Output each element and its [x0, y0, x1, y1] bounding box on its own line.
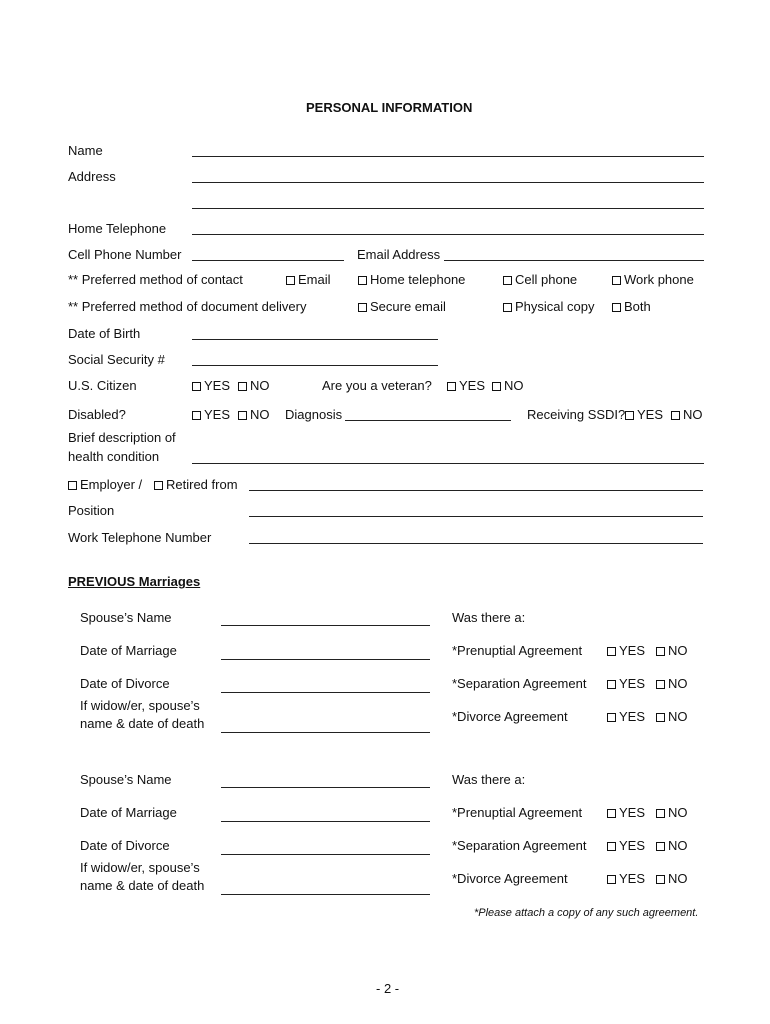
- widow-label-line-1: If widow/er, spouse’s: [80, 698, 200, 713]
- widow-field[interactable]: [221, 894, 430, 895]
- option-label: YES: [619, 838, 646, 853]
- health-field[interactable]: [192, 463, 704, 464]
- checkbox[interactable]: [607, 680, 616, 689]
- checkbox[interactable]: [656, 713, 665, 722]
- option-label: YES: [619, 676, 646, 691]
- checkbox[interactable]: [656, 809, 665, 818]
- was-there-label: Was there a:: [452, 610, 526, 625]
- cell-phone-field[interactable]: [192, 260, 344, 261]
- option-label: Both: [624, 299, 651, 314]
- diagnosis-field[interactable]: [345, 420, 511, 421]
- option-label: NO: [668, 643, 688, 658]
- spouse-name-label: Spouse’s Name: [80, 610, 172, 625]
- option-label: NO: [250, 407, 270, 422]
- checkbox[interactable]: [286, 276, 295, 285]
- divorce-agreement-no-option[interactable]: [656, 709, 688, 725]
- checkbox[interactable]: [607, 647, 616, 656]
- ssn-field[interactable]: [192, 365, 438, 366]
- checkbox[interactable]: [656, 842, 665, 851]
- health-label-line-2: health condition: [68, 449, 160, 464]
- email-field[interactable]: [444, 260, 704, 261]
- ssdi-no-option[interactable]: [671, 407, 703, 423]
- checkbox[interactable]: [656, 680, 665, 689]
- checkbox[interactable]: [358, 303, 367, 312]
- checkbox[interactable]: [625, 411, 634, 420]
- pref-delivery-secure-email-option[interactable]: [358, 299, 446, 315]
- page-number: - 2 -: [376, 981, 400, 996]
- option-label: Cell phone: [515, 272, 578, 287]
- option-label: Physical copy: [515, 299, 595, 314]
- divorce-agreement-yes-option[interactable]: [607, 871, 645, 887]
- address-field-line-1[interactable]: [192, 182, 704, 183]
- previous-marriages-heading: PREVIOUS Marriages: [68, 574, 201, 589]
- divorce-agreement-yes-option[interactable]: [607, 709, 645, 725]
- prenup-label: *Prenuptial Agreement: [452, 805, 583, 820]
- checkbox[interactable]: [238, 382, 247, 391]
- divorce-date-field[interactable]: [221, 854, 430, 855]
- cell-phone-label: Cell Phone Number: [68, 247, 182, 262]
- citizen-label: U.S. Citizen: [68, 378, 137, 393]
- checkbox[interactable]: [492, 382, 501, 391]
- ssdi-label: Receiving SSDI?: [527, 407, 626, 422]
- marriage-date-field[interactable]: [221, 659, 430, 660]
- separation-no-option[interactable]: [656, 838, 688, 854]
- attach-note: *Please attach a copy of any such agreement.: [474, 907, 699, 919]
- employer-option[interactable]: [68, 477, 142, 493]
- option-label: Work phone: [624, 272, 694, 287]
- option-label: NO: [250, 378, 270, 393]
- checkbox[interactable]: [612, 276, 621, 285]
- dob-label: Date of Birth: [68, 326, 141, 341]
- email-label: Email Address: [357, 247, 441, 262]
- checkbox[interactable]: [154, 481, 163, 490]
- widow-label-line-2: name & date of death: [80, 878, 205, 893]
- checkbox[interactable]: [612, 303, 621, 312]
- spouse-name-label: Spouse’s Name: [80, 772, 172, 787]
- separation-no-option[interactable]: [656, 676, 688, 692]
- work-phone-label: Work Telephone Number: [68, 530, 212, 545]
- checkbox[interactable]: [358, 276, 367, 285]
- prenup-label: *Prenuptial Agreement: [452, 643, 583, 658]
- option-label: Secure email: [370, 299, 446, 314]
- ssdi-yes-option[interactable]: [625, 407, 663, 423]
- separation-label: *Separation Agreement: [452, 838, 587, 853]
- disabled-yes-option[interactable]: [192, 407, 230, 423]
- option-label: YES: [619, 643, 646, 658]
- option-label: NO: [668, 805, 688, 820]
- option-label: Home telephone: [370, 272, 466, 287]
- retired-option[interactable]: [154, 477, 238, 493]
- checkbox[interactable]: [447, 382, 456, 391]
- divorce-agreement-label: *Divorce Agreement: [452, 709, 568, 724]
- checkbox[interactable]: [607, 713, 616, 722]
- widow-field[interactable]: [221, 732, 430, 733]
- pref-contact-home-option[interactable]: [358, 272, 465, 288]
- disabled-no-option[interactable]: [238, 407, 270, 423]
- name-label: Name: [68, 143, 103, 158]
- marriage-date-label: Date of Marriage: [80, 805, 177, 820]
- address-field-line-2[interactable]: [192, 208, 704, 209]
- option-label: Retired from: [166, 477, 238, 492]
- option-label: YES: [459, 378, 486, 393]
- prenup-yes-option[interactable]: [607, 643, 645, 659]
- pref-contact-label: ** Preferred method of contact: [68, 272, 243, 287]
- employer-field[interactable]: [249, 490, 703, 491]
- separation-label: *Separation Agreement: [452, 676, 587, 691]
- option-label: NO: [668, 676, 688, 691]
- spouse-name-field[interactable]: [221, 625, 430, 626]
- ssn-label: Social Security #: [68, 352, 165, 367]
- veteran-yes-option[interactable]: [447, 378, 485, 394]
- pref-delivery-label: ** Preferred method of document delivery: [68, 299, 307, 314]
- home-phone-label: Home Telephone: [68, 221, 167, 236]
- checkbox[interactable]: [656, 875, 665, 884]
- diagnosis-label: Diagnosis: [285, 407, 343, 422]
- checkbox[interactable]: [238, 411, 247, 420]
- checkbox[interactable]: [656, 647, 665, 656]
- option-label: NO: [504, 378, 524, 393]
- position-label: Position: [68, 503, 115, 518]
- option-label: NO: [683, 407, 703, 422]
- citizen-yes-option[interactable]: [192, 378, 230, 394]
- option-label: Employer /: [80, 477, 143, 492]
- separation-yes-option[interactable]: [607, 838, 645, 854]
- was-there-label: Was there a:: [452, 772, 526, 787]
- prenup-no-option[interactable]: [656, 805, 688, 821]
- option-label: Email: [298, 272, 331, 287]
- spouse-name-field[interactable]: [221, 787, 430, 788]
- position-field[interactable]: [249, 516, 703, 517]
- dob-field[interactable]: [192, 339, 438, 340]
- divorce-agreement-label: *Divorce Agreement: [452, 871, 568, 886]
- citizen-no-option[interactable]: [238, 378, 270, 394]
- option-label: NO: [668, 871, 688, 886]
- veteran-no-option[interactable]: [492, 378, 524, 394]
- checkbox[interactable]: [607, 842, 616, 851]
- prenup-no-option[interactable]: [656, 643, 688, 659]
- widow-label-line-1: If widow/er, spouse’s: [80, 860, 200, 875]
- health-label-line-1: Brief description of: [68, 430, 176, 445]
- checkbox[interactable]: [192, 411, 201, 420]
- pref-contact-cell-option[interactable]: [503, 272, 577, 288]
- pref-delivery-both-option[interactable]: [612, 299, 651, 315]
- page-title: PERSONAL INFORMATION: [306, 100, 473, 115]
- option-label: YES: [637, 407, 664, 422]
- checkbox[interactable]: [607, 875, 616, 884]
- prenup-yes-option[interactable]: [607, 805, 645, 821]
- option-label: YES: [204, 407, 231, 422]
- option-label: YES: [619, 805, 646, 820]
- checkbox[interactable]: [607, 809, 616, 818]
- veteran-label: Are you a veteran?: [322, 378, 432, 393]
- address-label: Address: [68, 169, 116, 184]
- checkbox[interactable]: [192, 382, 201, 391]
- option-label: YES: [619, 709, 646, 724]
- option-label: YES: [204, 378, 231, 393]
- pref-contact-email-option[interactable]: [286, 272, 331, 288]
- option-label: NO: [668, 709, 688, 724]
- name-field[interactable]: [192, 156, 704, 157]
- checkbox[interactable]: [671, 411, 680, 420]
- divorce-date-label: Date of Divorce: [80, 838, 170, 853]
- work-phone-field[interactable]: [249, 543, 703, 544]
- divorce-date-field[interactable]: [221, 692, 430, 693]
- divorce-date-label: Date of Divorce: [80, 676, 170, 691]
- pref-delivery-physical-option[interactable]: [503, 299, 594, 315]
- separation-yes-option[interactable]: [607, 676, 645, 692]
- widow-label-line-2: name & date of death: [80, 716, 205, 731]
- checkbox[interactable]: [503, 276, 512, 285]
- option-label: NO: [668, 838, 688, 853]
- pref-contact-work-option[interactable]: [612, 272, 694, 288]
- divorce-agreement-no-option[interactable]: [656, 871, 688, 887]
- disabled-label: Disabled?: [68, 407, 126, 422]
- checkbox[interactable]: [68, 481, 77, 490]
- checkbox[interactable]: [503, 303, 512, 312]
- marriage-date-field[interactable]: [221, 821, 430, 822]
- marriage-date-label: Date of Marriage: [80, 643, 177, 658]
- option-label: YES: [619, 871, 646, 886]
- home-phone-field[interactable]: [192, 234, 704, 235]
